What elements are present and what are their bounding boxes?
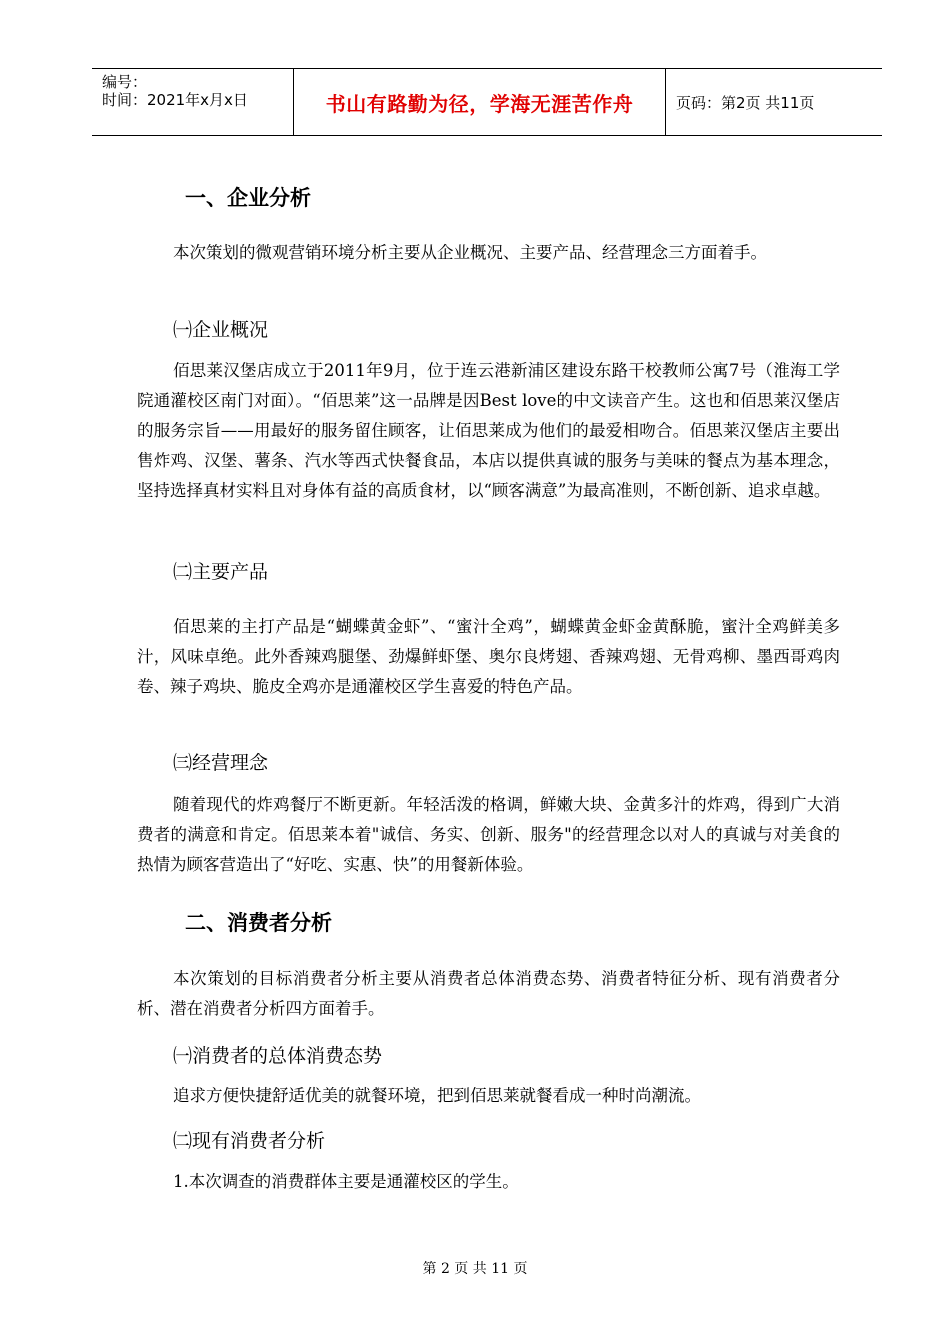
paragraph-philosophy: 随着现代的炸鸡餐厅不断更新。年轻活泼的格调，鲜嫩大块、金黄多汁的炸鸡，得到广大消费者的满意和肯定。佰思莱本着"诚信、务实、创新、服务"的经营理念以对人的真诚与对美食的热情为顾客营造出了“好吃、实惠、快”的用餐新体验。 bbox=[137, 795, 840, 874]
subsection-title-products: ㈡主要产品 bbox=[173, 561, 269, 583]
paragraph-current: 1.本次调查的消费群体主要是通灌校区的学生。 bbox=[173, 1172, 519, 1191]
header-page-label: 页码：第2页 共11页 bbox=[676, 93, 815, 112]
document-header bbox=[92, 68, 882, 136]
number-label: 编号： bbox=[102, 73, 148, 91]
section-intro-enterprise: 本次策划的微观营销环境分析主要从企业概况、主要产品、经营理念三方面着手。 bbox=[173, 243, 767, 262]
header-meta bbox=[92, 69, 293, 135]
section-intro-consumer: 本次策划的目标消费者分析主要从消费者总体消费态势、消费者特征分析、现有消费者分析、潜在消费者分析四方面着手。 bbox=[137, 969, 840, 1018]
section-title-enterprise: 一、企业分析 bbox=[185, 186, 311, 210]
time-label: 时间：2021年x月x日 bbox=[102, 91, 248, 109]
subsection-title-overview: ㈠企业概况 bbox=[173, 319, 269, 341]
header-motto: 书山有路勤为径，学海无涯苦作舟 bbox=[293, 69, 666, 135]
section-title-consumer: 二、消费者分析 bbox=[185, 911, 332, 935]
paragraph-trend: 追求方便快捷舒适优美的就餐环境，把到佰思莱就餐看成一种时尚潮流。 bbox=[173, 1086, 701, 1105]
subsection-title-philosophy: ㈢经营理念 bbox=[173, 752, 269, 774]
paragraph-products: 佰思莱的主打产品是“蝴蝶黄金虾”、“蜜汁全鸡”，蝴蝶黄金虾金黄酥脆，蜜汁全鸡鲜美多汁，风味卓绝。此外香辣鸡腿堡、劲爆鲜虾堡、奥尔良烤翅、香辣鸡翅、无骨鸡柳、墨西哥鸡肉卷、辣子鸡块、脆皮全鸡亦是通灌校区学生喜爱的特色产品。 bbox=[137, 617, 840, 696]
page-footer: 第 2 页 共 11 页 bbox=[422, 1261, 528, 1277]
paragraph-overview: 佰思莱汉堡店成立于2011年9月，位于连云港新浦区建设东路干校教师公寓7号（淮海工学院通灌校区南门对面）。“佰思莱”这一品牌是因Best love的中文读音产生。这也和佰思莱汉堡店的服务宗旨——用最好的服务留住顾客，让佰思莱成为他们的最爱相吻合。佰思莱汉堡店主要出售炸鸡、汉堡、薯条、汽水等西式快餐食品，本店以提供真诚的服务与美味的餐点为基本理念，坚持选择真材实料且对身体有益的高质食材，以“顾客满意”为最高准则，不断创新、追求卓越。 bbox=[137, 361, 840, 500]
subsection-title-trend: ㈠消费者的总体消费态势 bbox=[173, 1045, 383, 1067]
subsection-title-current: ㈡现有消费者分析 bbox=[173, 1130, 326, 1152]
